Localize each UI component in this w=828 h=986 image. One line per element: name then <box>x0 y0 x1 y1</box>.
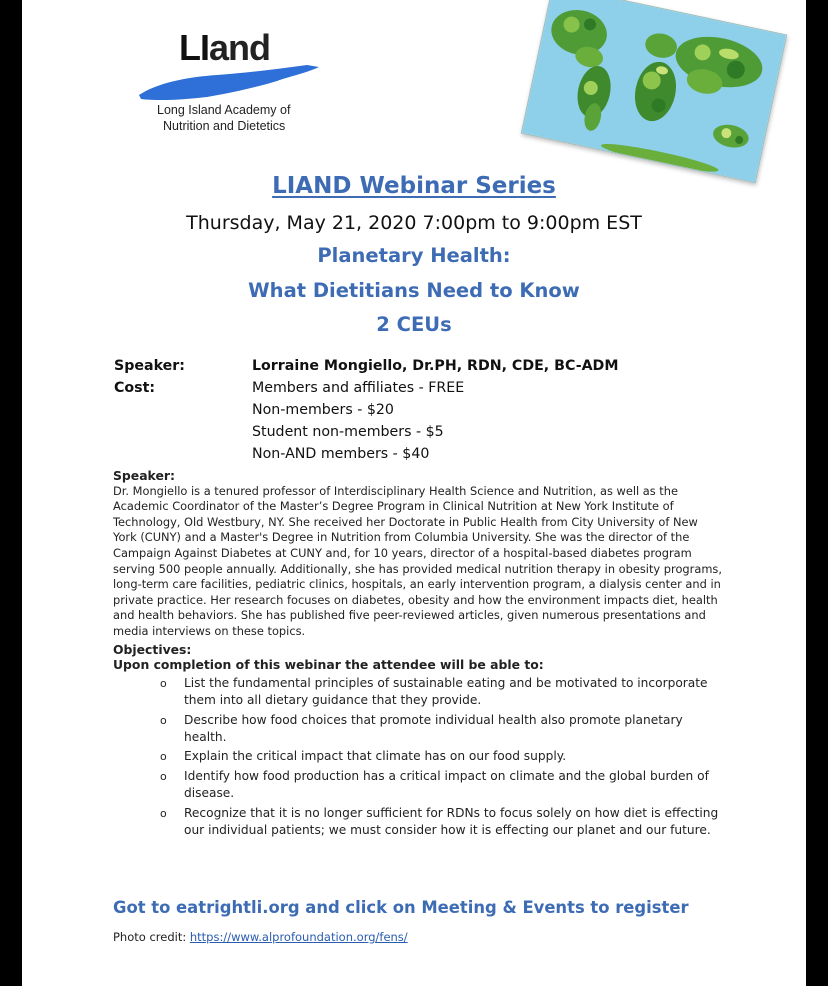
cost-item: Non-AND members - $40 <box>252 446 430 462</box>
logo-tagline-line-2: Nutrition and Dietetics <box>163 119 286 133</box>
bullet-icon: o <box>160 750 167 764</box>
bio-text: Dr. Mongiello is a tenured professor of Interdisciplinary Health Science and Nutrition, as well as the Academic Coordinator of the Master’s Degree Program in Clinical Nutrition at New York Institute of Technology, Old Westbury, NY. She received her Doctorate in Public Health from City University of New York (CUNY) and a Master's Degree in Nutrition from Columbia University. She was the director of the Campaign Against Diabetes at CUNY and, for 10 years, director of a hospital-based diabetes program serving 500 people annually. Additionally, she has provided medical nutrition therapy in obesity programs, long-term care facilities, pediatric clinics, hospitals, an early intervention program, a dialysis center and in private practice. Her research focuses on diabetes, obesity and how the environment impacts diet, health and health behaviors. She has published five peer-reviewed articles, given numerous presentations and media interviews on these topics. <box>113 483 722 638</box>
register-instruction: Got to eatrightli.org and click on Meeting & Events to register <box>113 898 689 917</box>
objective-text: Recognize that it is no longer sufficient for RDNs to focus solely on how diet is effecting our individual patients; we must consider how it is effecting our planet and our future. <box>184 805 719 837</box>
bullet-icon: o <box>160 713 167 727</box>
event-date-line: Thursday, May 21, 2020 7:00pm to 9:00pm EST <box>186 212 642 234</box>
ceus-label: 2 CEUs <box>376 313 452 336</box>
speaker-bio-section <box>113 468 725 841</box>
credit-label: Photo credit: <box>113 930 187 944</box>
vegetable-world-map-photo <box>521 0 787 183</box>
logo-wordmark <box>179 28 270 68</box>
cost-label: Cost: <box>114 380 156 396</box>
photo-credit <box>113 930 408 944</box>
objectives-heading: Objectives: <box>113 641 192 657</box>
objectives-subheading: Upon completion of this webinar the attendee will be able to: <box>113 657 544 673</box>
cost-item: Non-members - $20 <box>252 402 394 418</box>
objective-item <box>160 768 725 803</box>
cost-item: Members and affiliates - FREE <box>252 380 465 396</box>
objective-item <box>160 748 725 765</box>
logo-word-bold: LI <box>179 27 209 68</box>
objective-item <box>160 675 725 710</box>
liand-logo <box>137 28 347 143</box>
credit-link[interactable]: https://www.alprofoundation.org/fens/ <box>189 930 408 944</box>
objective-text: List the fundamental principles of sustainable eating and be motivated to incorporate them into all dietary guidance that they provide. <box>184 675 708 708</box>
flyer-page <box>22 0 806 986</box>
objective-item <box>160 712 725 747</box>
cost-item: Student non-members - $5 <box>252 424 444 440</box>
logo-tagline <box>157 102 357 134</box>
bullet-icon: o <box>160 676 167 690</box>
speaker-label: Speaker: <box>114 358 185 374</box>
objectives-list <box>113 675 725 840</box>
vegetable-world-map-icon <box>522 0 786 182</box>
objective-item <box>160 805 725 840</box>
topic-line-1: Planetary Health: <box>317 244 511 267</box>
series-title: LIAND Webinar Series <box>272 173 556 199</box>
bullet-icon: o <box>160 769 167 783</box>
speaker-value: Lorraine Mongiello, Dr.PH, RDN, CDE, BC-ADM <box>252 358 619 374</box>
objective-text: Describe how food choices that promote individual health also promote planetary health. <box>184 712 683 744</box>
objective-text: Identify how food production has a critical impact on climate and the global burden of disease. <box>184 768 709 801</box>
logo-word-rest: and <box>209 27 271 68</box>
objective-text: Explain the critical impact that climate has on our food supply. <box>184 749 567 764</box>
logo-tagline-line-1: Long Island Academy of <box>157 103 291 117</box>
bio-heading: Speaker: <box>113 468 175 483</box>
topic-line-2: What Dietitians Need to Know <box>248 279 580 302</box>
long-island-shape-icon <box>137 63 322 103</box>
bullet-icon: o <box>160 806 167 820</box>
